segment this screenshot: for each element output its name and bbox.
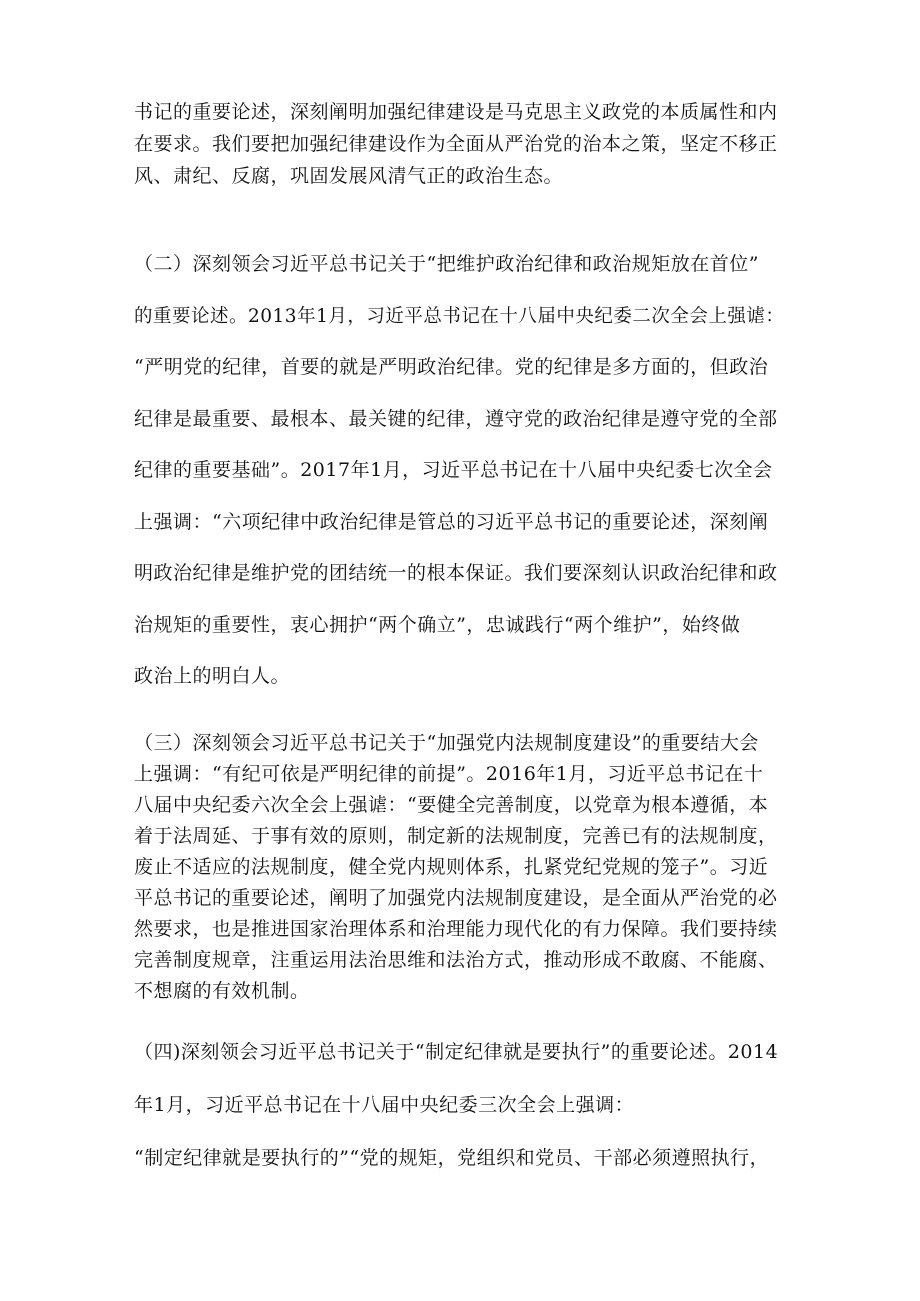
text-line: “严明党的纪律，首要的就是严明政治纪律。党的纪律是多方面的，但政治 (134, 356, 769, 378)
text-line: 八届中央纪委六次全会上强谑：“要健全完善制度，以党章为根本遵循，本 (134, 794, 769, 816)
text-line: 风、肃纪、反腐，巩固发展风清气正的政治生态。 (134, 165, 564, 187)
paragraph-1 (134, 96, 789, 192)
text-line: “制定纪律就是要执行的”“党的规矩，党组织和党员、干部必须遵照执行， (134, 1147, 770, 1169)
paragraph-2 (134, 239, 789, 703)
text-line: 不想腐的有效机制。 (134, 980, 310, 1002)
text-line: 明政治纪律是维护党的团结统一的根本保证。我们要深刻认识政治纪律和政 (134, 562, 778, 584)
text-line: 的重要论述。2013年1月，习近平总书记在十八届中央纪委二次全会上强谑： (134, 305, 785, 327)
text-line: （三）深刻领会习近平总书记关于“加强党内法规制度建设”的重要结大会 (134, 732, 759, 754)
text-line: 书记的重要论述，深刻阐明加强纪律建设是马克思主义政党的本质属性和内 (134, 101, 778, 123)
text-line: 上强调：“六项纪律中政治纪律是管总的习近平总书记的重要论述，深刻阐 (134, 510, 769, 533)
text-line: 平总书记的重要论述，阐明了加强党内法规制度建设，是全面从严治党的必 (134, 887, 778, 909)
text-line: 上强调：“有纪可依是严明纪律的前提”。2016年1月，习近平总书记在十 (134, 763, 764, 785)
paragraph-4 (134, 1026, 789, 1185)
text-line: 废止不适应的法规制度，健全党内规则体系，扎紧党纪党规的笼子”。习近 (134, 856, 769, 878)
paragraph-3 (134, 728, 789, 1007)
text-line: 在要求。我们要把加强纪律建设作为全面从严治党的治本之策，坚定不移正 (134, 133, 778, 155)
text-line: 政治上的明白人。 (134, 665, 291, 687)
text-line: （四)深刻领会习近平总书记关于“制定纪律就是要执行”的重要论述。2014 (134, 1041, 779, 1063)
text-line: 着于法周延、于事有效的原则，制定新的法规制度，完善已有的法规制度， (134, 825, 778, 847)
text-line: 纪律的重要基础”。2017年1月，习近平总书记在十八届中央纪委七次全会 (134, 459, 773, 481)
text-line: 完善制度规章，注重运用法治思维和法治方式，推动形成不敢腐、不能腐、 (134, 949, 778, 971)
text-line: 年1月，习近平总书记在十八届中央纪委三次全会上强调： (134, 1094, 635, 1116)
text-line: （二）深刻领会习近平总书记关于“把维护政治纪律和政治规矩放在首位” (134, 253, 759, 275)
text-line: 治规矩的重要性，衷心拥护“两个确立”，忠诚践行“两个维护”，始终做 (134, 613, 741, 636)
text-line: 然要求，也是推进国家治理体系和治理能力现代化的有力保障。我们要持续 (134, 918, 778, 940)
text-line: 纪律是最重要、最根本、最关键的纪律，遵守党的政治纪律是遵守党的全部 (134, 407, 778, 430)
